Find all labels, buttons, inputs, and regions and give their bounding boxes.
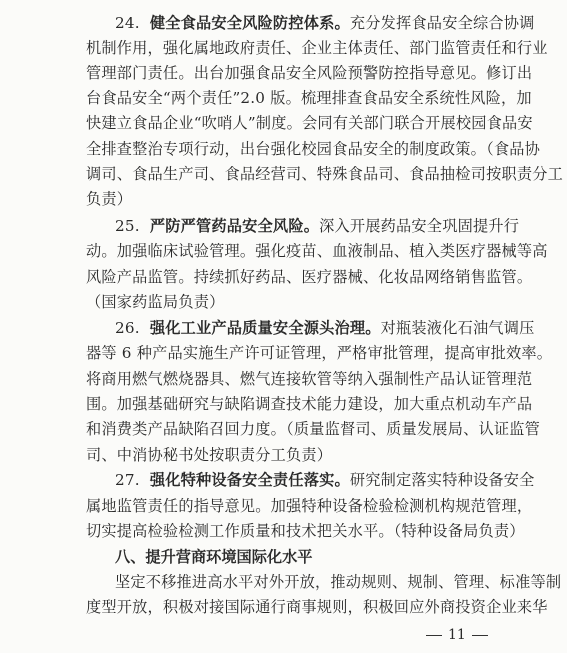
item-27-text-2: 属地监管责任的指导意见。加强特种设备检验检测机构规范管理， bbox=[86, 497, 533, 515]
page-number-value: 11 bbox=[448, 627, 466, 643]
item-26-text-1: 对瓶装液化石油气调压 bbox=[380, 319, 535, 337]
item-25-text-1: 深入开展药品安全巩固提升行 bbox=[319, 217, 520, 235]
item-24-text-8: 负责） bbox=[86, 190, 133, 208]
item-24-text-5: 快建立食品企业“吹哨人”制度。会同有关部门联合开展校园食品安 bbox=[86, 114, 533, 132]
closing-text-2: 度型开放，积极对接国际通行商事规则，积极回应外商投资企业来华 bbox=[86, 598, 548, 616]
item-24-text-3: 管理部门责任。出台加强食品安全风险预警防控指导意见。修订出 bbox=[86, 64, 533, 82]
item-26-text-5: 和消费类产品缺陷召回力度。（质量监督司、质量发展局、认证监管 bbox=[86, 420, 541, 438]
item-24-heading: 健全食品安全风险防控体系。 bbox=[149, 14, 350, 32]
item-27-number: 27. bbox=[115, 471, 140, 489]
item-26-text-6: 司、中消协秘书处按职责分工负责） bbox=[86, 446, 333, 464]
section-heading: 八、提升营商环境国际化水平 bbox=[115, 548, 313, 566]
item-27-text-1: 研究制定落实特种设备安全 bbox=[349, 471, 535, 489]
item-24-text-2: 机制作用，强化属地政府责任、企业主体责任、部门监管责任和行业 bbox=[86, 39, 548, 57]
item-24-text-6: 全排查整治专项行动，出台强化校园食品安全的制度政策。（食品协 bbox=[86, 140, 541, 158]
page-number-dash-left bbox=[426, 635, 442, 636]
item-26-line-1 bbox=[115, 319, 535, 337]
item-24-text-4: 台食品安全“两个责任”2.0 版。梳理排查食品安全系统性风险，加 bbox=[86, 89, 532, 107]
item-26-number: 26. bbox=[115, 319, 140, 337]
item-26-heading: 强化工业产品质量安全源头治理。 bbox=[149, 319, 381, 337]
item-27-line-1 bbox=[115, 471, 535, 489]
page-number bbox=[420, 626, 492, 644]
item-26-text-4: 围。加强基础研究与缺陷调查技术能力建设，加大重点机动车产品 bbox=[86, 395, 533, 413]
item-27-heading: 强化特种设备安全责任落实。 bbox=[149, 471, 350, 489]
item-24-text-7: 调司、食品生产司、食品经营司、特殊食品司、食品抽检司按职责分工 bbox=[86, 165, 564, 183]
item-27-text-3: 切实提高检验检测工作质量和技术把关水平。（特种设备局负责） bbox=[86, 522, 525, 540]
item-24-line-1 bbox=[115, 14, 535, 32]
item-25-text-3: 风险产品监管。持续抓好药品、医疗器械、化妆品网络销售监管。 bbox=[86, 268, 533, 286]
closing-text-1: 坚定不移推进高水平对外开放，推动规则、规制、管理、标准等制 bbox=[115, 573, 562, 591]
page-number-dash-right bbox=[472, 635, 488, 636]
item-24-number: 24. bbox=[115, 14, 140, 32]
item-25-line-1 bbox=[115, 217, 520, 235]
item-24-text-1: 充分发挥食品安全综合协调 bbox=[349, 14, 535, 32]
item-25-number: 25. bbox=[115, 217, 140, 235]
item-26-text-2: 器等 6 种产品实施生产许可证管理，严格审批管理，提高审批效率。 bbox=[86, 344, 553, 362]
item-25-text-4: （国家药监局负责） bbox=[86, 293, 225, 311]
item-25-heading: 严防严管药品安全风险。 bbox=[149, 217, 320, 235]
item-25-text-2: 动。加强临床试验管理。强化疫苗、血液制品、植入类医疗器械等高 bbox=[86, 242, 548, 260]
item-26-text-3: 将商用燃气燃烧器具、燃气连接软管等纳入强制性产品认证管理范 bbox=[86, 370, 533, 388]
